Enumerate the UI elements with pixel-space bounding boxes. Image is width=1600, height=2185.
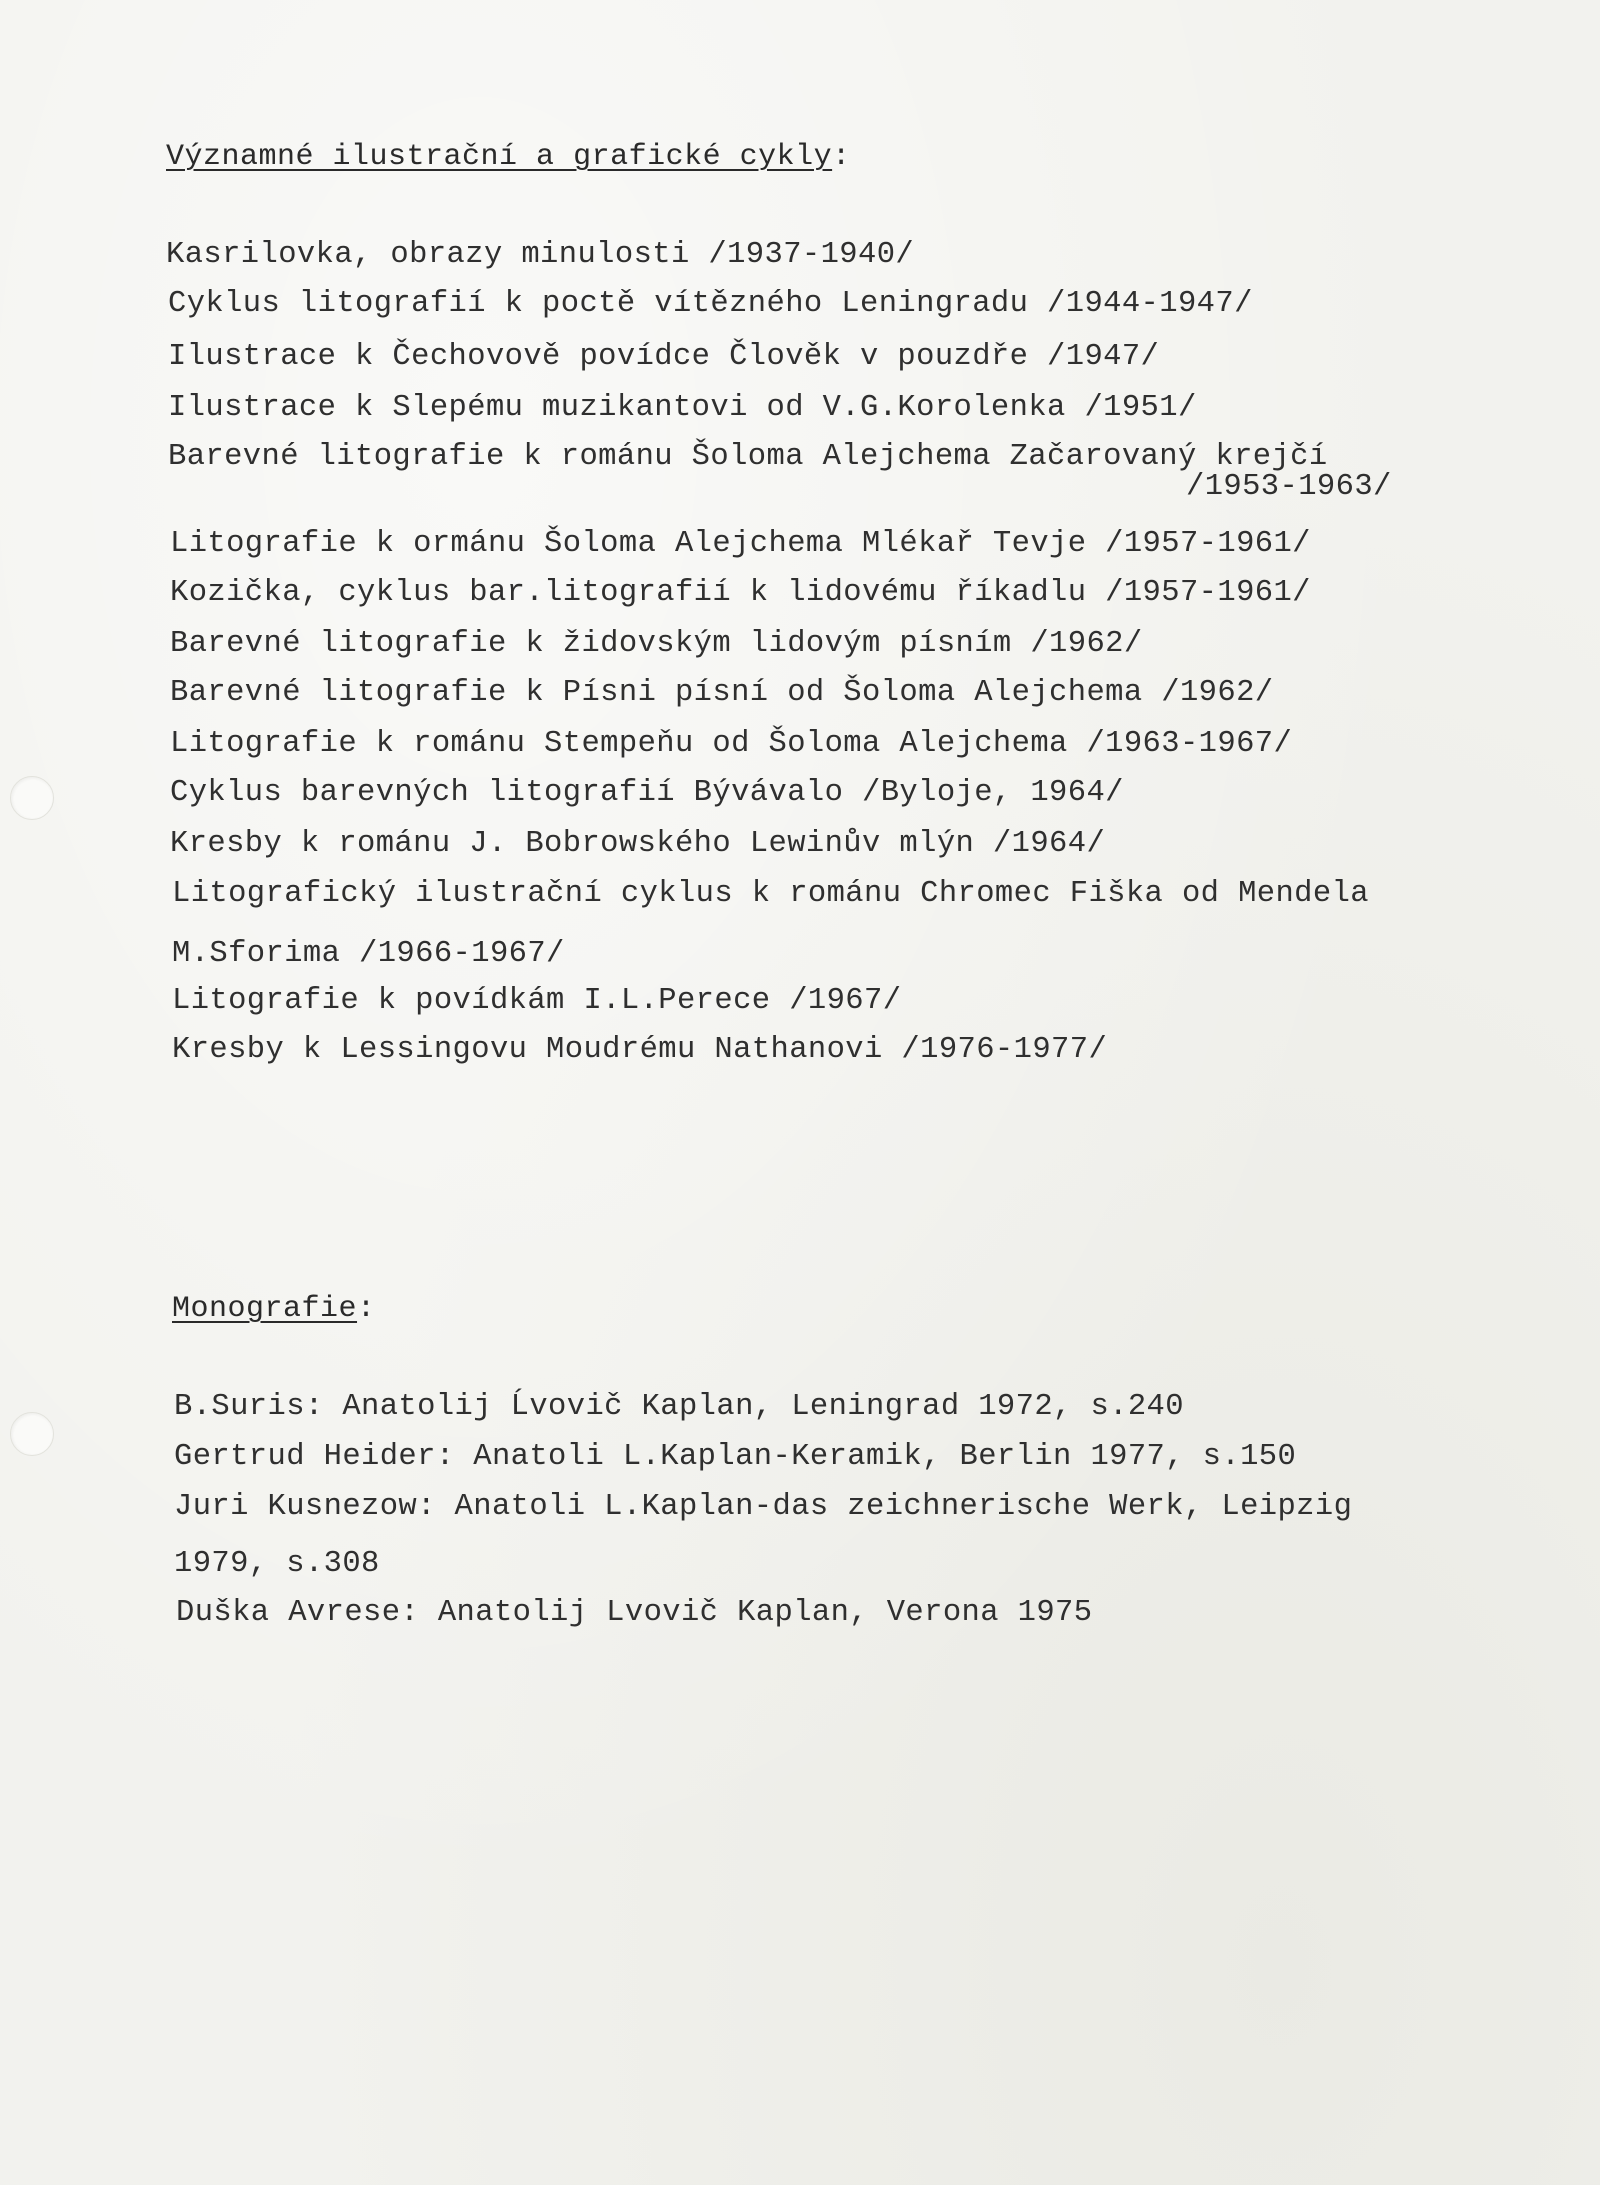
list-item: Barevné litografie k židovským lidovým písním /1962/ <box>170 627 1143 661</box>
list-item: Kresby k románu J. Bobrowského Lewinův mlýn /1964/ <box>170 827 1106 861</box>
section-heading-monographs: Monografie: <box>172 1292 376 1326</box>
list-item-continuation: 1979, s.308 <box>174 1547 380 1581</box>
list-item: Cyklus barevných litografií Bývávalo /Byloje, 1964/ <box>170 776 1124 810</box>
list-item: Litografie k románu Stempeňu od Šoloma Alejchema /1963-1967/ <box>170 727 1293 761</box>
list-item-continuation: /1953-1963/ <box>1186 470 1392 504</box>
list-item: Cyklus litografií k poctě vítězného Leningradu /1944-1947/ <box>168 287 1253 321</box>
list-item: Barevné litografie k románu Šoloma Alejchema Začarovaný krejčí <box>168 440 1328 474</box>
list-item: Litografie k povídkám I.L.Perece /1967/ <box>172 984 902 1018</box>
list-item: Kresby k Lessingovu Moudrému Nathanovi /1976-1977/ <box>172 1033 1108 1067</box>
list-item: Kasrilovka, obrazy minulosti /1937-1940/ <box>166 238 915 272</box>
list-item: Ilustrace k Čechovově povídce Člověk v pouzdře /1947/ <box>168 340 1160 374</box>
list-item: Barevné litografie k Písni písní od Šoloma Alejchema /1962/ <box>170 676 1274 710</box>
punch-hole <box>10 776 54 820</box>
list-item: Litografie k ormánu Šoloma Alejchema Mlékař Tevje /1957-1961/ <box>170 527 1311 561</box>
list-item: Juri Kusnezow: Anatoli L.Kaplan-das zeichnerische Werk, Leipzig <box>174 1490 1353 1524</box>
list-item: Litografický ilustrační cyklus k románu Chromec Fiška od Mendela <box>172 877 1369 911</box>
list-item: Gertrud Heider: Anatoli L.Kaplan-Keramik, Berlin 1977, s.150 <box>174 1440 1297 1474</box>
section-heading-cycles: Významné ilustrační a grafické cykly: <box>166 140 851 174</box>
list-item: B.Suris: Anatolij Ĺvovič Kaplan, Leningrad 1972, s.240 <box>174 1390 1184 1424</box>
punch-hole <box>10 1412 54 1456</box>
list-item: Duška Avrese: Anatolij Lvovič Kaplan, Verona 1975 <box>176 1596 1093 1630</box>
list-item-continuation: M.Sforima /1966-1967/ <box>172 937 565 971</box>
list-item: Kozička, cyklus bar.litografií k lidovému říkadlu /1957-1961/ <box>170 576 1311 610</box>
list-item: Ilustrace k Slepému muzikantovi od V.G.Korolenka /1951/ <box>168 391 1197 425</box>
